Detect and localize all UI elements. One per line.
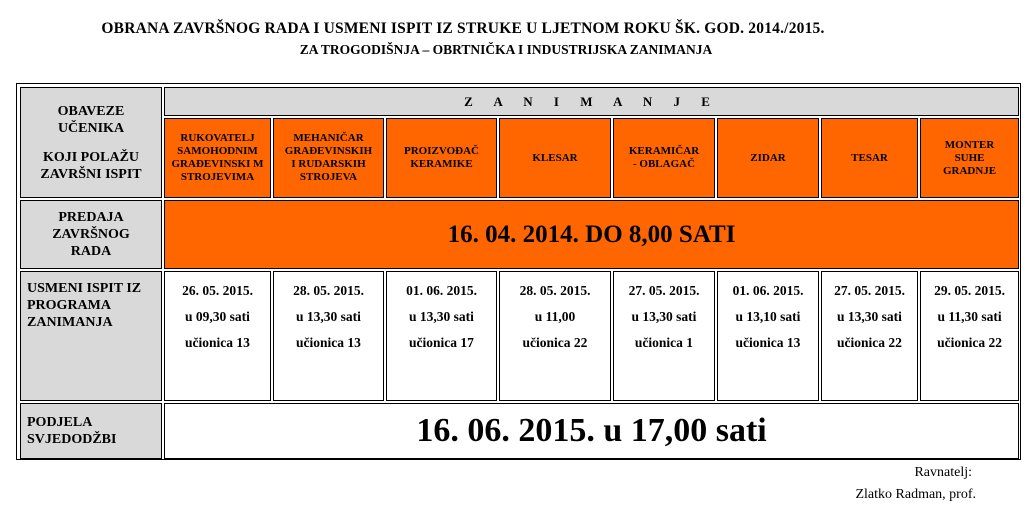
exam-room: učionica 22 (837, 335, 902, 350)
predaja-deadline: 16. 04. 2014. DO 8,00 SATI (164, 200, 1019, 269)
predaja-label: PREDAJA ZAVRŠNOG RADA (20, 200, 162, 269)
occupation-mehanicar: MEHANIČAR GRAĐEVINSKIH I RUDARSKIH STROJEVA (273, 118, 384, 198)
signature-name: Zlatko Radman, prof. (855, 487, 976, 502)
exam-time: u 11,00 (534, 309, 576, 324)
exam-time: u 13,30 sati (631, 309, 697, 324)
exam-cell (164, 271, 271, 401)
exam-cell (273, 271, 384, 401)
exam-time: u 09,30 sati (185, 309, 250, 324)
occupation-rukovatelj: RUKOVATELJ SAMOHODNIM GRAĐEVINSKI M STROJEVIMA (164, 118, 271, 198)
exam-date: 01. 06. 2015. (406, 283, 477, 298)
occupation-monter-suhe-gradnje: MONTER SUHE GRADNJE (920, 118, 1019, 198)
corner-label-koji-polazu: KOJI POLAŽU ZAVRŠNI ISPIT (40, 149, 142, 182)
exam-room: učionica 22 (937, 335, 1002, 350)
exam-cell (920, 271, 1019, 401)
exam-date: 27. 05. 2015. (628, 283, 700, 298)
exam-cell (717, 271, 819, 401)
occupation-zidar: ZIDAR (717, 118, 819, 198)
exam-room: učionica 13 (185, 335, 250, 350)
exam-date: 26. 05. 2015. (182, 283, 253, 298)
occupation-proizvodac-keramike: PROIZVOĐAČ KERAMIKE (386, 118, 497, 198)
exam-time: u 13,10 sati (735, 309, 801, 324)
signature-role: Ravnatelj: (914, 465, 972, 480)
exam-date: 28. 05. 2015. (293, 283, 364, 298)
exam-time: u 13,30 sati (409, 309, 474, 324)
occupation-tesar: TESAR (821, 118, 918, 198)
occupation-klesar: KLESAR (499, 118, 611, 198)
podjela-label: PODJELA SVJEDODŽBI (20, 403, 162, 459)
exam-time: u 13,30 sati (296, 309, 361, 324)
zanimanje-header: Z A N I M A N J E (164, 87, 1019, 116)
exam-date: 01. 06. 2015. (732, 283, 804, 298)
exam-date: 29. 05. 2015. (934, 283, 1005, 298)
corner-label-obaveze: OBAVEZE UČENIKA (57, 103, 125, 136)
exam-cell (499, 271, 611, 401)
exam-room: učionica 1 (634, 335, 694, 350)
exam-room: učionica 13 (735, 335, 801, 350)
exam-room: učionica 22 (522, 335, 588, 350)
exam-cell (613, 271, 715, 401)
document-title: OBRANA ZAVRŠNOG RADA I USMENI ISPIT IZ STRUKE U LJETNOM ROKU ŠK. GOD. 2014./2015. (101, 20, 825, 37)
exam-time: u 11,30 sati (937, 309, 1002, 324)
podjela-date: 16. 06. 2015. u 17,00 sati (164, 403, 1019, 459)
exam-cell (821, 271, 918, 401)
usmeni-ispit-label: USMENI ISPIT IZ PROGRAMA ZANIMANJA (20, 271, 162, 401)
exam-room: učionica 17 (409, 335, 474, 350)
corner-header-cell (20, 87, 162, 198)
document-subtitle: ZA TROGODIŠNJA – OBRTNIČKA I INDUSTRIJSKA ZANIMANJA (299, 42, 713, 57)
exam-time: u 13,30 sati (837, 309, 902, 324)
exam-date: 27. 05. 2015. (834, 283, 905, 298)
exam-cell (386, 271, 497, 401)
occupation-keramicar-oblagac: KERAMIČAR - OBLAGAČ (613, 118, 715, 198)
exam-room: učionica 13 (296, 335, 361, 350)
schedule-table (18, 85, 1021, 461)
exam-date: 28. 05. 2015. (519, 283, 591, 298)
